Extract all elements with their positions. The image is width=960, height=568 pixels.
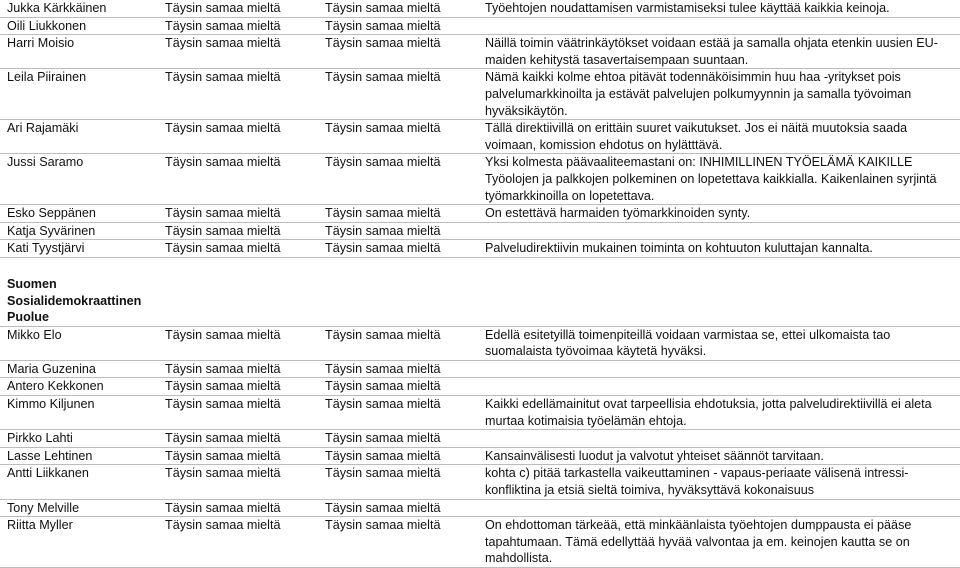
table-row — [0, 222, 960, 240]
candidate-name: Lasse Lehtinen — [0, 447, 158, 465]
comment: Yksi kolmesta päävaaliteemastani on: INHIMILLINEN TYÖELÄMÄ KAIKILLE Työolojen ja palkkojen polkeminen on lopetettava kaikkialla. Kaikenlainen syrjintä työmarkkinoilla on lopetettava. — [478, 154, 960, 205]
comment — [478, 378, 960, 396]
answer-1: Täysin samaa mieltä — [158, 517, 318, 568]
answer-2: Täysin samaa mieltä — [318, 35, 478, 69]
answer-2: Täysin samaa mieltä — [318, 0, 478, 17]
answer-1: Täysin samaa mieltä — [158, 154, 318, 205]
table-row — [0, 517, 960, 568]
table-row — [0, 69, 960, 120]
comment: Kansainvälisesti luodut ja valvotut yhteiset säännöt tarvitaan. — [478, 447, 960, 465]
table-row — [0, 360, 960, 378]
answer-1: Täysin samaa mieltä — [158, 447, 318, 465]
comment — [478, 222, 960, 240]
answer-1: Täysin samaa mieltä — [158, 120, 318, 154]
answer-2: Täysin samaa mieltä — [318, 69, 478, 120]
candidate-name: Kimmo Kiljunen — [0, 396, 158, 430]
comment: On estettävä harmaiden työmarkkinoiden synty. — [478, 205, 960, 223]
party-name — [0, 257, 158, 326]
candidate-name: Ari Rajamäki — [0, 120, 158, 154]
candidate-name: Jussi Saramo — [0, 154, 158, 205]
answer-1: Täysin samaa mieltä — [158, 378, 318, 396]
answer-1: Täysin samaa mieltä — [158, 465, 318, 499]
table-row — [0, 35, 960, 69]
answer-2: Täysin samaa mieltä — [318, 17, 478, 35]
comment: On ehdottoman tärkeää, että minkäänlaista työehtojen dumppausta ei pääse tapahtumaan. Tämä edellyttää hyvää valvontaa ja em. keinojen kautta se on mahdollista. — [478, 517, 960, 568]
candidate-name: Harri Moisio — [0, 35, 158, 69]
candidate-name: Tony Melville — [0, 499, 158, 517]
table-row — [0, 396, 960, 430]
answer-1: Täysin samaa mieltä — [158, 35, 318, 69]
comment: Palveludirektiivin mukainen toiminta on kohtuuton kuluttajan kannalta. — [478, 240, 960, 258]
answer-2: Täysin samaa mieltä — [318, 447, 478, 465]
comment: kohta c) pitää tarkastella vaikeuttaminen - vapaus-periaate välisenä intressi-konfliktina ja etsiä sieltä toimiva, hyväksyttävä kokonaisuus — [478, 465, 960, 499]
comment — [478, 499, 960, 517]
table-row — [0, 447, 960, 465]
comment: Näillä toimin väätrinkäytökset voidaan estää ja samalla ohjata etenkin uusien EU-maiden kehitystä tasavertaisempaan suuntaan. — [478, 35, 960, 69]
answer-1: Täysin samaa mieltä — [158, 326, 318, 360]
answer-1: Täysin samaa mieltä — [158, 240, 318, 258]
answer-2: Täysin samaa mieltä — [318, 326, 478, 360]
answers-group-2 — [0, 326, 960, 567]
candidate-name: Pirkko Lahti — [0, 430, 158, 448]
comment: Nämä kaikki kolme ehtoa pitävät todennäköisimmin huu haa -yritykset pois palvelumarkkinoilta ja estävät palvelujen polkumyynnin ja samalla työvoiman hyväksikäytön. — [478, 69, 960, 120]
answer-2: Täysin samaa mieltä — [318, 378, 478, 396]
comment: Kaikki edellämainitut ovat tarpeellisia ehdotuksia, jotta palveludirektiivillä ei aleta murtaa kotimaisia työelämän ehtoja. — [478, 396, 960, 430]
party-header-row — [0, 257, 960, 326]
candidate-name: Maria Guzenina — [0, 360, 158, 378]
candidate-name: Katja Syvärinen — [0, 222, 158, 240]
candidate-name: Riitta Myller — [0, 517, 158, 568]
comment: Tällä direktiivillä on erittäin suuret vaikutukset. Jos ei näitä muutoksia saada voimaan, komission ehdotus on hylätttävä. — [478, 120, 960, 154]
party-name-line-2: Sosialidemokraattinen — [7, 293, 142, 308]
table-row — [0, 120, 960, 154]
table-row — [0, 499, 960, 517]
comment: Työehtojen noudattamisen varmistamiseksi tulee käyttää kaikkia keinoja. — [478, 0, 960, 17]
candidate-name: Jukka Kärkkäinen — [0, 0, 158, 17]
answer-2: Täysin samaa mieltä — [318, 465, 478, 499]
answer-2: Täysin samaa mieltä — [318, 499, 478, 517]
table-row — [0, 0, 960, 17]
empty-cell — [478, 257, 960, 326]
answer-1: Täysin samaa mieltä — [158, 69, 318, 120]
party-name-line-1: Suomen — [7, 276, 57, 291]
answer-1: Täysin samaa mieltä — [158, 360, 318, 378]
candidate-name: Leila Piirainen — [0, 69, 158, 120]
answer-2: Täysin samaa mieltä — [318, 205, 478, 223]
answer-2: Täysin samaa mieltä — [318, 517, 478, 568]
party-section — [0, 257, 960, 326]
answer-2: Täysin samaa mieltä — [318, 120, 478, 154]
table-row — [0, 465, 960, 499]
answers-group-1 — [0, 0, 960, 257]
answer-2: Täysin samaa mieltä — [318, 360, 478, 378]
comment — [478, 430, 960, 448]
table-row — [0, 430, 960, 448]
answer-1: Täysin samaa mieltä — [158, 499, 318, 517]
answer-1: Täysin samaa mieltä — [158, 0, 318, 17]
answer-2: Täysin samaa mieltä — [318, 222, 478, 240]
answer-2: Täysin samaa mieltä — [318, 396, 478, 430]
answer-1: Täysin samaa mieltä — [158, 396, 318, 430]
comment — [478, 360, 960, 378]
table-row — [0, 240, 960, 258]
answer-1: Täysin samaa mieltä — [158, 205, 318, 223]
table-row — [0, 154, 960, 205]
candidate-name: Antero Kekkonen — [0, 378, 158, 396]
candidate-name: Antti Liikkanen — [0, 465, 158, 499]
answer-1: Täysin samaa mieltä — [158, 222, 318, 240]
candidate-name: Kati Tyystjärvi — [0, 240, 158, 258]
party-name-line-3: Puolue — [7, 310, 49, 325]
table-row — [0, 378, 960, 396]
table-row — [0, 326, 960, 360]
empty-cell — [158, 257, 318, 326]
answer-2: Täysin samaa mieltä — [318, 154, 478, 205]
answer-1: Täysin samaa mieltä — [158, 17, 318, 35]
table-row — [0, 17, 960, 35]
candidate-name: Esko Seppänen — [0, 205, 158, 223]
answer-1: Täysin samaa mieltä — [158, 430, 318, 448]
candidate-name: Oili Liukkonen — [0, 17, 158, 35]
table-row — [0, 205, 960, 223]
empty-cell — [318, 257, 478, 326]
comment: Edellä esitetyillä toimenpiteillä voidaan varmistaa se, ettei ulkomaista tao suomalaista työvoimaa käytetä hyväksi. — [478, 326, 960, 360]
answer-2: Täysin samaa mieltä — [318, 240, 478, 258]
comment — [478, 17, 960, 35]
candidate-name: Mikko Elo — [0, 326, 158, 360]
answer-2: Täysin samaa mieltä — [318, 430, 478, 448]
